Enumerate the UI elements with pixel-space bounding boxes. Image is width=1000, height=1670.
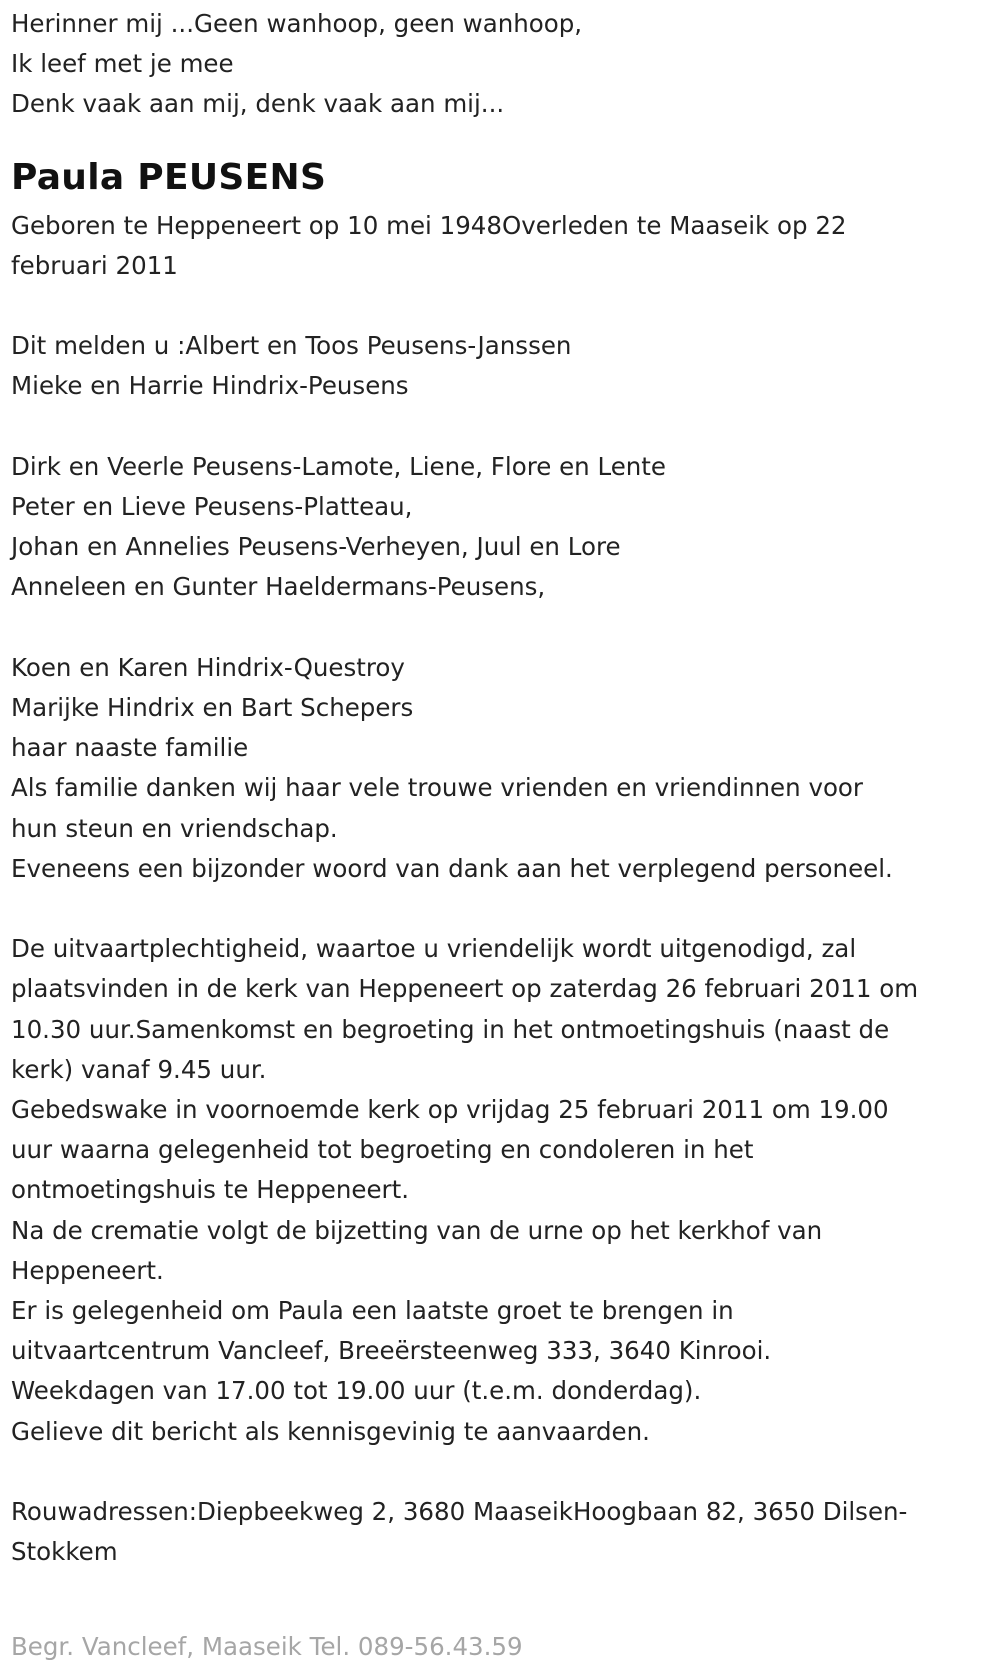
ceremony-line: Gelieve dit bericht als kennisgevinig te aanvaarden. bbox=[11, 1416, 650, 1446]
ceremony-line: uur waarna gelegenheid tot begroeting en condoleren in het bbox=[11, 1135, 754, 1165]
mourning-addresses bbox=[11, 1492, 991, 1572]
funeral-home-footer: Begr. Vancleef, Maaseik Tel. 089-56.43.59 bbox=[11, 1632, 523, 1661]
announcement-line: Dit melden u :Albert en Toos Peusens-Janssen bbox=[11, 331, 572, 361]
ceremony-line: Weekdagen van 17.00 tot 19.00 uur (t.e.m. donderdag). bbox=[11, 1376, 702, 1406]
announcement-line: haar naaste familie bbox=[11, 733, 249, 763]
announcement-line: Mieke en Harrie Hindrix-Peusens bbox=[11, 371, 409, 401]
ceremony-details bbox=[11, 929, 991, 1452]
announcement-line: Marijke Hindrix en Bart Schepers bbox=[11, 693, 414, 722]
poem-line: Ik leef met je mee bbox=[11, 49, 234, 79]
deceased-name: Paula PEUSENS bbox=[11, 156, 327, 198]
announcement-line: Johan en Annelies Peusens-Verheyen, Juul en Lore bbox=[11, 532, 621, 562]
spacer bbox=[11, 1452, 991, 1492]
announcement-group-2 bbox=[11, 447, 991, 608]
poem bbox=[11, 4, 991, 125]
poem-line: Herinner mij ...Geen wanhoop, geen wanhoop, bbox=[11, 9, 583, 38]
birth-death-line: Geboren te Heppeneert op 10 mei 1948Overleden te Maaseik op 22 bbox=[11, 210, 847, 240]
ceremony-line: plaatsvinden in de kerk van Heppeneert op zaterdag 26 februari 2011 om bbox=[11, 974, 919, 1004]
spacer bbox=[11, 286, 991, 326]
birth-death-info bbox=[11, 206, 991, 286]
ceremony-line: De uitvaartplechtigheid, waartoe u vriendelijk wordt uitgenodigd, zal bbox=[11, 934, 857, 964]
spacer bbox=[11, 889, 991, 929]
poem-line: Denk vaak aan mij, denk vaak aan mij... bbox=[11, 89, 505, 119]
announcement-line: Anneleen en Gunter Haeldermans-Peusens, bbox=[11, 572, 546, 602]
thanks-line: Eveneens een bijzonder woord van dank aan het verplegend personeel. bbox=[11, 853, 893, 883]
ceremony-line: Heppeneert. bbox=[11, 1255, 164, 1285]
ceremony-line: kerk) vanaf 9.45 uur. bbox=[11, 1054, 267, 1084]
spacer bbox=[11, 407, 991, 447]
address-line: Rouwadressen:Diepbeekweg 2, 3680 MaaseikHoogbaan 82, 3650 Dilsen- bbox=[11, 1497, 908, 1527]
ceremony-line: Gebedswake in voornoemde kerk op vrijdag 25 februari 2011 om 19.00 bbox=[11, 1095, 889, 1125]
ceremony-line: Na de crematie volgt de bijzetting van de urne op het kerkhof van bbox=[11, 1215, 823, 1245]
announcement-line: Koen en Karen Hindrix-Questroy bbox=[11, 652, 405, 682]
announcement-line: Peter en Lieve Peusens-Platteau, bbox=[11, 492, 413, 521]
ceremony-line: Er is gelegenheid om Paula een laatste groet te brengen in bbox=[11, 1296, 734, 1326]
announcement-line: Dirk en Veerle Peusens-Lamote, Liene, Flore en Lente bbox=[11, 451, 666, 481]
birth-death-line: februari 2011 bbox=[11, 250, 178, 280]
spacer bbox=[11, 608, 991, 648]
thanks-line: hun steun en vriendschap. bbox=[11, 813, 338, 843]
announcement-group-1 bbox=[11, 326, 991, 406]
ceremony-line: uitvaartcentrum Vancleef, Breeërsteenweg 333, 3640 Kinrooi. bbox=[11, 1336, 772, 1366]
ceremony-line: 10.30 uur.Samenkomst en begroeting in het ontmoetingshuis (naast de bbox=[11, 1014, 890, 1044]
thanks-line: Als familie danken wij haar vele trouwe vrienden en vriendinnen voor bbox=[11, 773, 863, 803]
announcement-group-3 bbox=[11, 648, 991, 889]
obituary-notice bbox=[11, 4, 991, 1572]
ceremony-line: ontmoetingshuis te Heppeneert. bbox=[11, 1175, 410, 1205]
address-line: Stokkem bbox=[11, 1537, 118, 1567]
